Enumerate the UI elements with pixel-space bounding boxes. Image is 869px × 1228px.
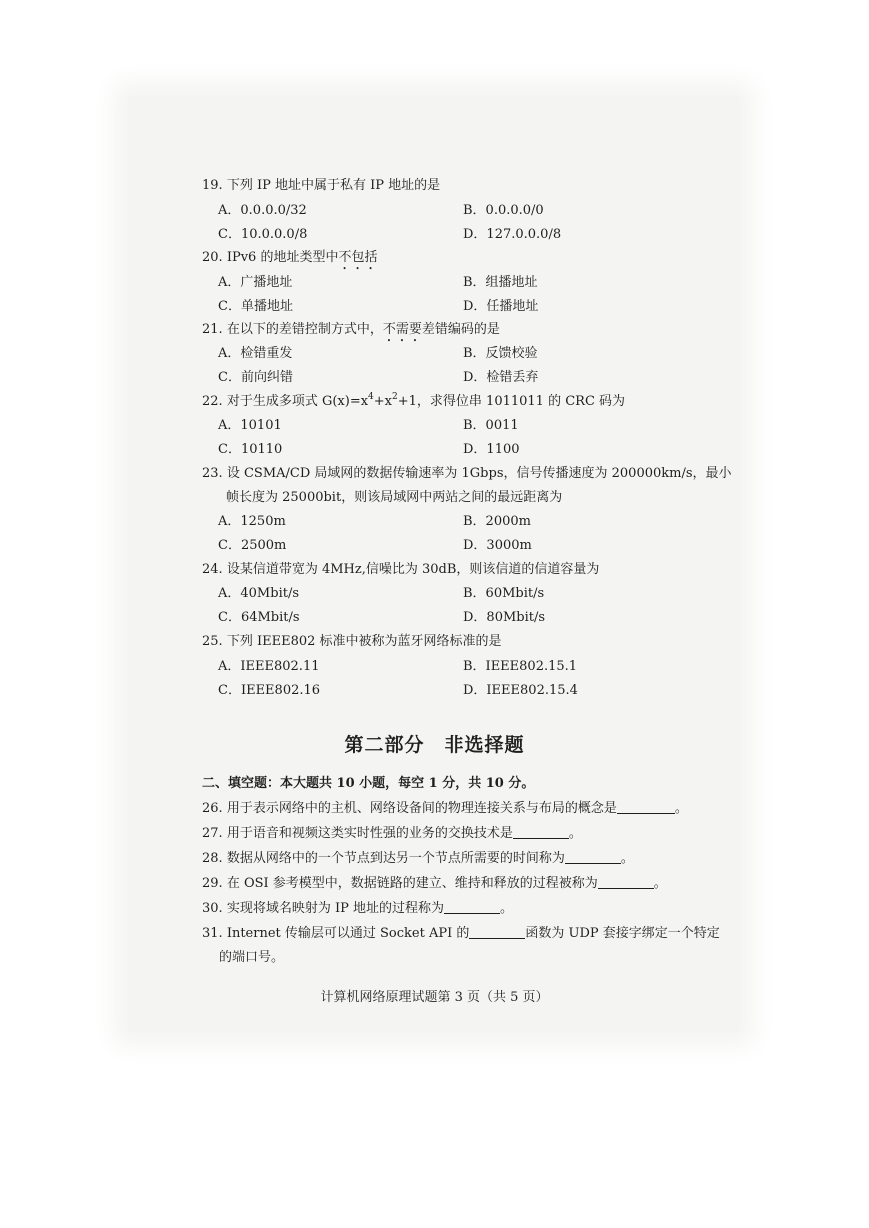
q23-option-c: C．2500m: [218, 538, 287, 553]
q22-option-b: B．0011: [463, 418, 519, 433]
q21-option-a: A．检错重发: [218, 346, 293, 361]
q24-option-a: A．40Mbit/s: [218, 586, 299, 601]
answer-blank: [444, 901, 500, 914]
answer-blank: [565, 851, 621, 864]
answer-blank: [469, 926, 525, 939]
question-23-continued: 帧长度为 25000bit，则该局域网中两站之间的最远距离为: [226, 490, 563, 505]
question-24: 24. 设某信道带宽为 4MHz,信噪比为 30dB，则该信道的信道容量为: [202, 562, 600, 577]
fill-in-heading: 二、填空题：本大题共 10 小题，每空 1 分，共 10 分。: [202, 776, 535, 791]
q25-option-c: C．IEEE802.16: [218, 683, 321, 698]
q21-option-b: B．反馈校验: [463, 346, 538, 361]
q23-option-a: A．1250m: [218, 514, 286, 529]
question-29: 29. 在 OSI 参考模型中，数据链路的建立、维持和释放的过程被称为 。: [202, 876, 667, 891]
q20-option-b: B．组播地址: [463, 275, 538, 290]
q21-option-d: D．检错丢弃: [463, 370, 539, 385]
question-20: 20. IPv6 的地址类型中不包括: [202, 250, 378, 265]
answer-blank: [617, 801, 675, 814]
question-25: 25. 下列 IEEE802 标准中被称为蓝牙网络标准的是: [202, 634, 502, 649]
q19-option-b: B．0.0.0.0/0: [463, 203, 544, 218]
q24-option-b: B．60Mbit/s: [463, 586, 545, 601]
page-footer: 计算机网络原理试题第 3 页（共 5 页）: [320, 990, 549, 1005]
q25-option-b: B．IEEE802.15.1: [463, 659, 578, 674]
q25-option-a: A．IEEE802.11: [218, 659, 320, 674]
q25-option-d: D．IEEE802.15.4: [463, 683, 578, 698]
q19-option-d: D．127.0.0.0/8: [463, 227, 562, 242]
q22-option-c: C．10110: [218, 442, 283, 457]
q20-option-a: A．广播地址: [218, 275, 293, 290]
question-27: 27. 用于语音和视频这类实时性强的业务的交换技术是 。: [202, 826, 582, 841]
question-23: 23. 设 CSMA/CD 局域网的数据传输速率为 1Gbps，信号传播速度为 200000km/s，最小: [202, 466, 732, 481]
question-22: 22. 对于生成多项式 $G(x)=x^4+x^2+1$，求得位串 1011011 的 CRC 码为: [202, 392, 626, 409]
q23-option-b: B．2000m: [463, 514, 531, 529]
question-26: 26. 用于表示网络中的主机、网络设备间的物理连接关系与布局的概念是 。: [202, 801, 688, 816]
answer-blank: [598, 876, 654, 889]
q22-option-d: D．1100: [463, 442, 520, 457]
section-title: 第二部分 非选择题: [344, 734, 525, 756]
question-31-continued: 的端口号。: [219, 950, 285, 965]
q19-option-a: A．0.0.0.0/32: [218, 203, 307, 218]
q21-option-c: C．前向纠错: [218, 370, 293, 385]
q19-option-c: C．10.0.0.0/8: [218, 227, 308, 242]
question-19: 19. 下列 IP 地址中属于私有 IP 地址的是: [202, 178, 441, 193]
question-21: 21. 在以下的差错控制方式中，不需要差错编码的是: [202, 322, 500, 337]
emphasis-not-need: 不需要: [382, 322, 422, 337]
emphasis-not-include: 不包括: [338, 250, 378, 265]
question-28: 28. 数据从网络中的一个节点到达另一个节点所需要的时间称为 。: [202, 851, 634, 866]
q24-option-c: C．64Mbit/s: [218, 610, 300, 625]
q23-option-d: D．3000m: [463, 538, 532, 553]
question-31: 31. Internet 传输层可以通过 Socket API 的 函数为 UDP 套接字绑定一个特定: [202, 926, 720, 941]
q20-option-c: C．单播地址: [218, 299, 293, 314]
q24-option-d: D．80Mbit/s: [463, 610, 546, 625]
q22-option-a: A．10101: [218, 418, 282, 433]
q20-option-d: D．任播地址: [463, 299, 539, 314]
question-30: 30. 实现将域名映射为 IP 地址的过程称为 。: [202, 901, 513, 916]
answer-blank: [513, 826, 569, 839]
